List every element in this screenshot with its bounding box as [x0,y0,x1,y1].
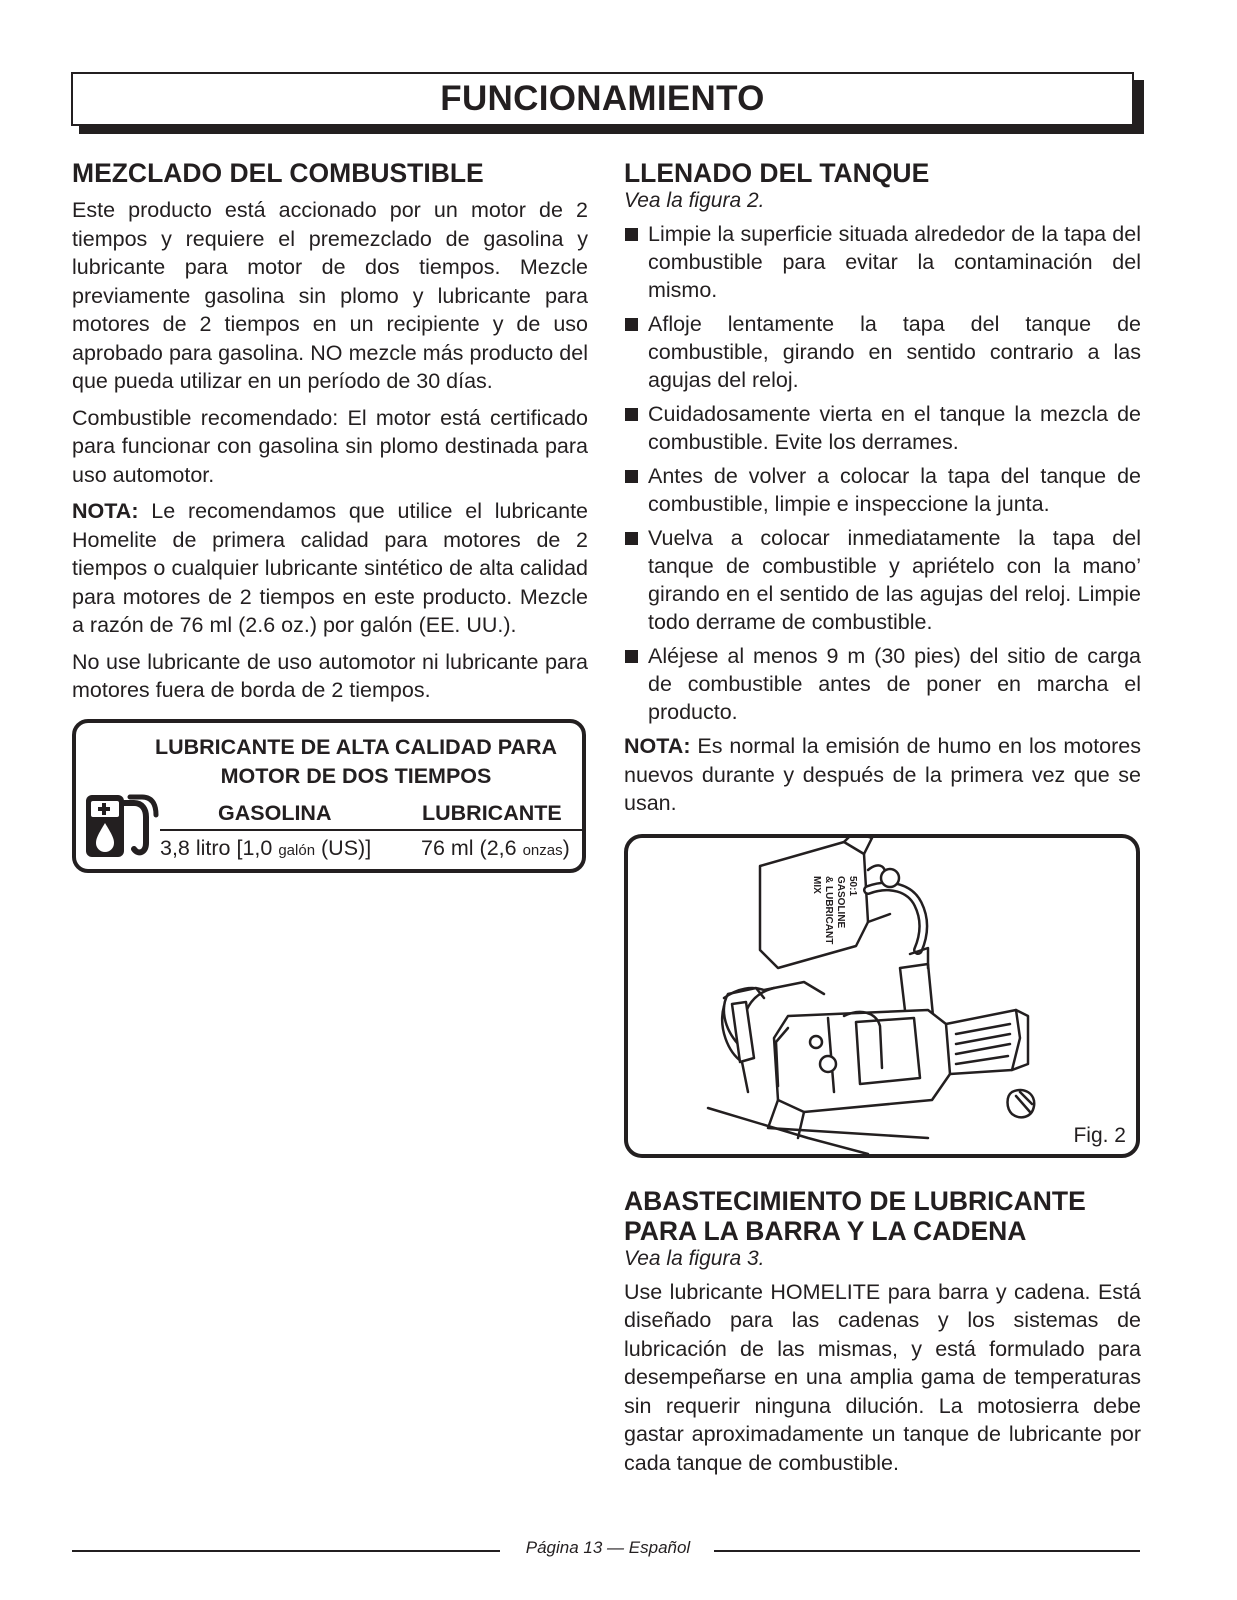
heading-line1: ABASTECIMIENTO DE LUBRICANTE [624,1185,1086,1216]
figure-label: Fig. 2 [1073,1123,1126,1147]
bullet-square-icon [625,408,638,421]
lubricant-column-header: LUBRICANTE [422,800,562,825]
lubricant-warning-paragraph: No use lubricante de uso automotor ni lubricante para motores fuera de borda de 2 tiempos. [72,649,588,702]
bullet-square-icon [625,532,638,545]
page-footer [72,1536,1140,1560]
table-divider [160,829,582,831]
list-item [624,462,1141,518]
chainsaw-fueling-illustration [628,838,1136,1154]
fuel-mixing-paragraph: Este producto está accionado por un motor de 2 tiempos y requiere el premezclado de gasolina y lubricante para motor de dos tiempos. Mezcle previamente gasolina sin plomo y lubricante para motores de 2 tiempos en un recipiente y de uso aprobado para gasolina. NO mezcle más producto del que pueda utilizar en un período de 30 días. [72,198,588,393]
bullet-square-icon [625,318,638,331]
can-label-gasoline: GASOLINE [835,875,846,928]
note-label: NOTA: [72,499,139,523]
mix-title-line1: LUBRICANTE DE ALTA CALIDAD PARA [154,734,558,759]
bullet-square-icon [625,650,638,663]
note-label: NOTA: [624,734,691,758]
lubricant-note [72,497,588,640]
gasoline-amount-main: 3,8 litro [1,0 [160,835,279,860]
heading-line2: PARA LA BARRA Y LA CADENA [624,1215,1027,1246]
lubricant-amount-main: 76 ml (2,6 [421,835,523,860]
fuel-pump-icon [82,793,160,859]
list-item-text: Cuidadosamente vierta en el tanque la mezcla de combustible. Evite los derrames. [648,402,1141,454]
can-label-lubricant: & LUBRICANT [823,875,834,944]
mix-title-line2: MOTOR DE DOS TIEMPOS [220,763,492,788]
gasoline-column-header: GASOLINA [218,800,332,825]
see-figure-2: Vea la figura 2. [624,189,765,212]
gasoline-amount [160,836,371,861]
list-item [624,310,1141,394]
mix-table-title [136,733,576,791]
right-column [624,158,1141,1477]
see-figure-3: Vea la figura 3. [624,1246,765,1270]
bullet-square-icon [625,228,638,241]
filling-steps-list [624,220,1141,726]
smoke-note [624,732,1141,818]
gasoline-unit: galón [278,841,316,859]
can-label-mix: MIX [811,875,822,894]
recommended-fuel-paragraph: Combustible recomendado: El motor está certificado para funcionar con gasolina sin plomo destinada para uso automotor. [72,405,588,487]
list-item-text: Vuelva a colocar inmediatamente la tapa del tanque de combustible y apriételo con la mano’ girando en el sentido de las agujas del reloj. Limpie todo derrame de combustible. [648,526,1141,634]
lubricant-amount [421,836,570,861]
can-label-ratio: 50:1 [847,875,858,896]
list-item [624,524,1141,636]
figure-2 [624,834,1140,1158]
bullet-square-icon [625,470,638,483]
footer-rule-right [714,1550,1140,1552]
list-item [624,220,1141,304]
left-column [72,158,588,873]
list-item-text: Limpie la superficie situada alrededor de la tapa del combustible para evitar la contaminación del mismo. [648,222,1141,302]
list-item-text: Afloje lentamente la tapa del tanque de combustible, girando en sentido contrario a las agujas del reloj. [648,312,1141,392]
gasoline-amount-end: (US)] [315,835,372,860]
list-item [624,642,1141,726]
note-text: Es normal la emisión de humo en los motores nuevos durante y después de la primera vez que se usan. [624,734,1141,815]
list-item [624,400,1141,456]
footer-rule-left [72,1550,500,1552]
note-text: Le recomendamos que utilice el lubricante Homelite de primera calidad para motores de 2 tiempos o cualquier lubricante sintético de alta calidad para motores de 2 tiempos en este producto. Mezcle a razón de 76 ml (2.6 oz.) por galón (EE. UU.). [72,499,588,637]
mix-ratio-table [72,719,586,873]
list-item-text: Antes de volver a colocar la tapa del tanque de combustible, limpie e inspeccione la junta. [648,464,1141,516]
list-item-text: Aléjese al menos 9 m (30 pies) del sitio de carga de combustible antes de poner en marcha el producto. [648,644,1141,724]
fuel-mixing-heading: MEZCLADO DEL COMBUSTIBLE [72,158,484,188]
bar-chain-lubricant-section [624,1186,1141,1478]
bar-chain-lubricant-heading [624,1186,1141,1246]
page-number: Página 13 — Español [525,1538,691,1557]
lubricant-unit: onzas [522,841,563,859]
bar-chain-lubricant-paragraph: Use lubricante HOMELITE para barra y cadena. Está diseñado para las cadenas y los sistemas de lubricación de las mismas, y está formulado para desempeñarse en una amplia gama de temperaturas sin requerir ninguna dilución. La motosierra debe gastar aproximadamente un tanque de lubricante por cada tanque de combustible. [624,1279,1141,1475]
page-title: FUNCIONAMIENTO [440,79,765,118]
lubricant-amount-end: ) [562,835,570,860]
tank-filling-heading: LLENADO DEL TANQUE [624,158,930,188]
section-header [71,72,1134,126]
